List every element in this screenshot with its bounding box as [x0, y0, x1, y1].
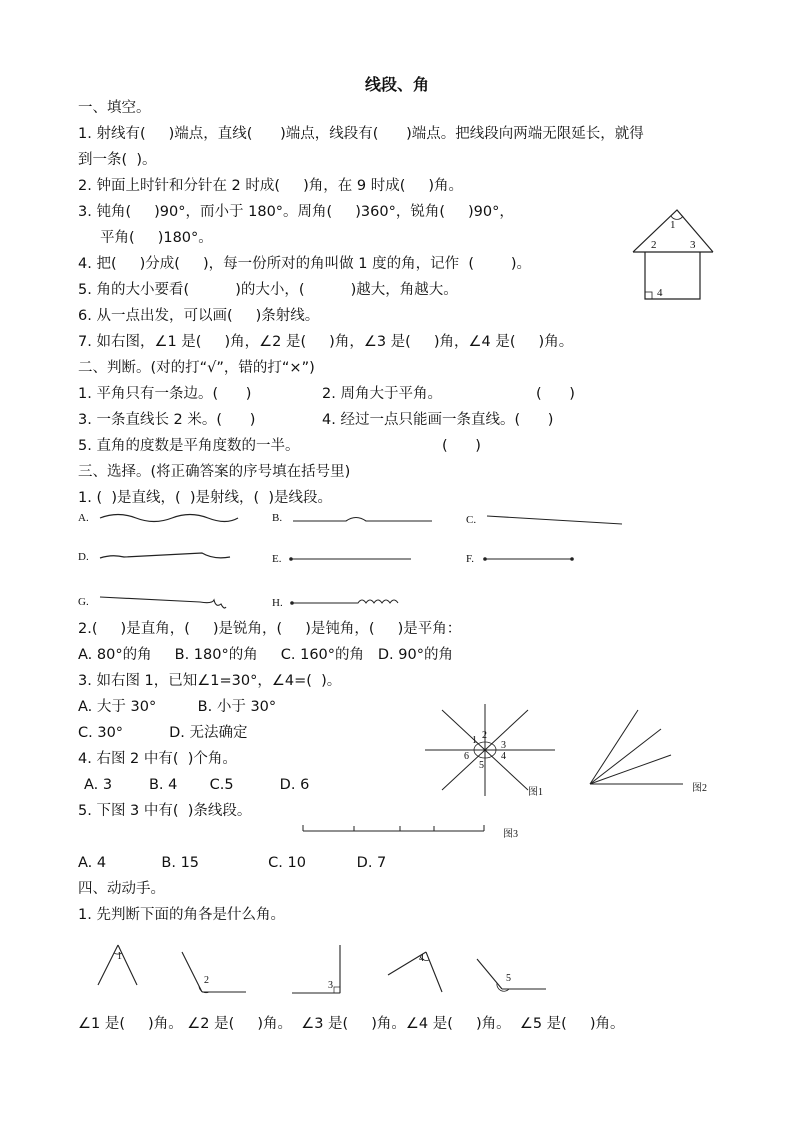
line-option-g-label: G. [78, 596, 89, 608]
angle-num-3: 3 [328, 980, 333, 991]
section2-heading: 二、判断。(对的打“√”，错的打“×”) [78, 360, 315, 376]
q2-2-paren: ( ) [536, 386, 575, 402]
q1-2: 2. 钟面上时针和分针在 2 时成( )角，在 9 时成( )角。 [78, 178, 464, 194]
section4-heading: 四、动动手。 [78, 881, 165, 897]
q1-7: 7. 如右图，∠1 是( )角，∠2 是( )角，∠3 是( )角，∠4 是( )角。 [78, 334, 574, 350]
house-label-4: 4 [657, 287, 663, 299]
fig1-num-3: 3 [501, 740, 506, 751]
q3-5: 5. 下图 3 中有( )条线段。 [78, 803, 252, 819]
q1-1-line1: 1. 射线有( )端点，直线( )端点，线段有( )端点。把线段向两端无限延长，就得 [78, 126, 644, 142]
line-option-a-label: A. [78, 512, 89, 524]
q3-3-options-a: A. 大于 30° B. 小于 30° [78, 699, 277, 715]
fig1-num-2: 2 [482, 730, 487, 741]
q2-3: 3. 一条直线长 2 米。( ) [78, 412, 256, 428]
q3-1: 1. ( )是直线，( )是射线，( )是线段。 [78, 490, 333, 506]
q1-5: 5. 角的大小要看( )的大小，( )越大，角越大。 [78, 282, 458, 298]
figure-2-label: 图2 [692, 783, 707, 794]
line-option-e-label: E. [272, 553, 282, 565]
angle-num-1: 1 [117, 951, 122, 962]
line-option-d-label: D. [78, 551, 89, 563]
q2-1: 1. 平角只有一条边。( ) [78, 386, 252, 402]
house-label-3: 3 [690, 239, 696, 251]
section3-heading: 三、选择。(将正确答案的序号填在括号里) [78, 464, 351, 480]
house-label-2: 2 [651, 239, 657, 251]
fig1-num-4: 4 [501, 751, 506, 762]
line-option-b-label: B. [272, 512, 283, 524]
line-option-f-label: F. [466, 553, 474, 565]
q1-1-line2: 到一条( )。 [78, 152, 157, 168]
fig1-num-1: 1 [472, 735, 477, 746]
q1-6: 6. 从一点出发，可以画( )条射线。 [78, 308, 320, 324]
q3-3: 3. 如右图 1，已知∠1=30°，∠4=( )。 [78, 673, 342, 689]
q1-3-line2: 平角( )180°。 [100, 230, 213, 246]
q3-4-options: A. 3 B. 4 C.5 D. 6 [84, 777, 310, 793]
angles-figure [0, 930, 794, 1000]
line-option-h-label: H. [272, 597, 283, 609]
q2-5: 5. 直角的度数是平角度数的一半。 [78, 438, 300, 454]
q3-2-options: A. 80°的角 B. 180°的角 C. 160°的角 D. 90°的角 [78, 647, 453, 663]
q2-2: 2. 周角大于平角。 [322, 386, 442, 402]
angle-num-5: 5 [506, 973, 511, 984]
line-option-c-label: C. [466, 514, 477, 526]
figure-3-label: 图3 [503, 829, 518, 840]
q3-3-options-b: C. 30° D. 无法确定 [78, 725, 248, 741]
q2-5-paren: ( ) [442, 438, 481, 454]
q3-4: 4. 右图 2 中有( )个角。 [78, 751, 237, 767]
q1-3-line1: 3. 钝角( )90°，而小于 180°。周角( )360°，锐角( )90°， [78, 204, 514, 220]
q3-2: 2.( )是直角，( )是锐角，( )是钝角，( )是平角： [78, 621, 462, 637]
q4-1: 1. 先判断下面的角各是什么角。 [78, 907, 285, 923]
fig1-num-6: 6 [464, 751, 469, 762]
q2-4: 4. 经过一点只能画一条直线。( ) [322, 412, 554, 428]
figure-3 [300, 822, 490, 837]
page-title: 线段、角 [364, 75, 429, 94]
q1-4: 4. 把( )分成( )，每一份所对的角叫做 1 度的角，记作 ( )。 [78, 256, 532, 272]
figure-1-label: 图1 [528, 787, 543, 798]
q4-1-answers: ∠1 是( )角。 ∠2 是( )角。 ∠3 是( )角。∠4 是( )角。 ∠5 是( )角。 [78, 1016, 625, 1032]
section1-heading: 一、填空。 [78, 100, 151, 116]
house-label-1: 1 [670, 219, 676, 231]
angle-num-4: 4 [419, 953, 424, 964]
fig1-num-5: 5 [479, 760, 484, 771]
q3-5-options: A. 4 B. 15 C. 10 D. 7 [78, 855, 387, 871]
figure-2 [585, 705, 695, 790]
angle-num-2: 2 [204, 975, 209, 986]
